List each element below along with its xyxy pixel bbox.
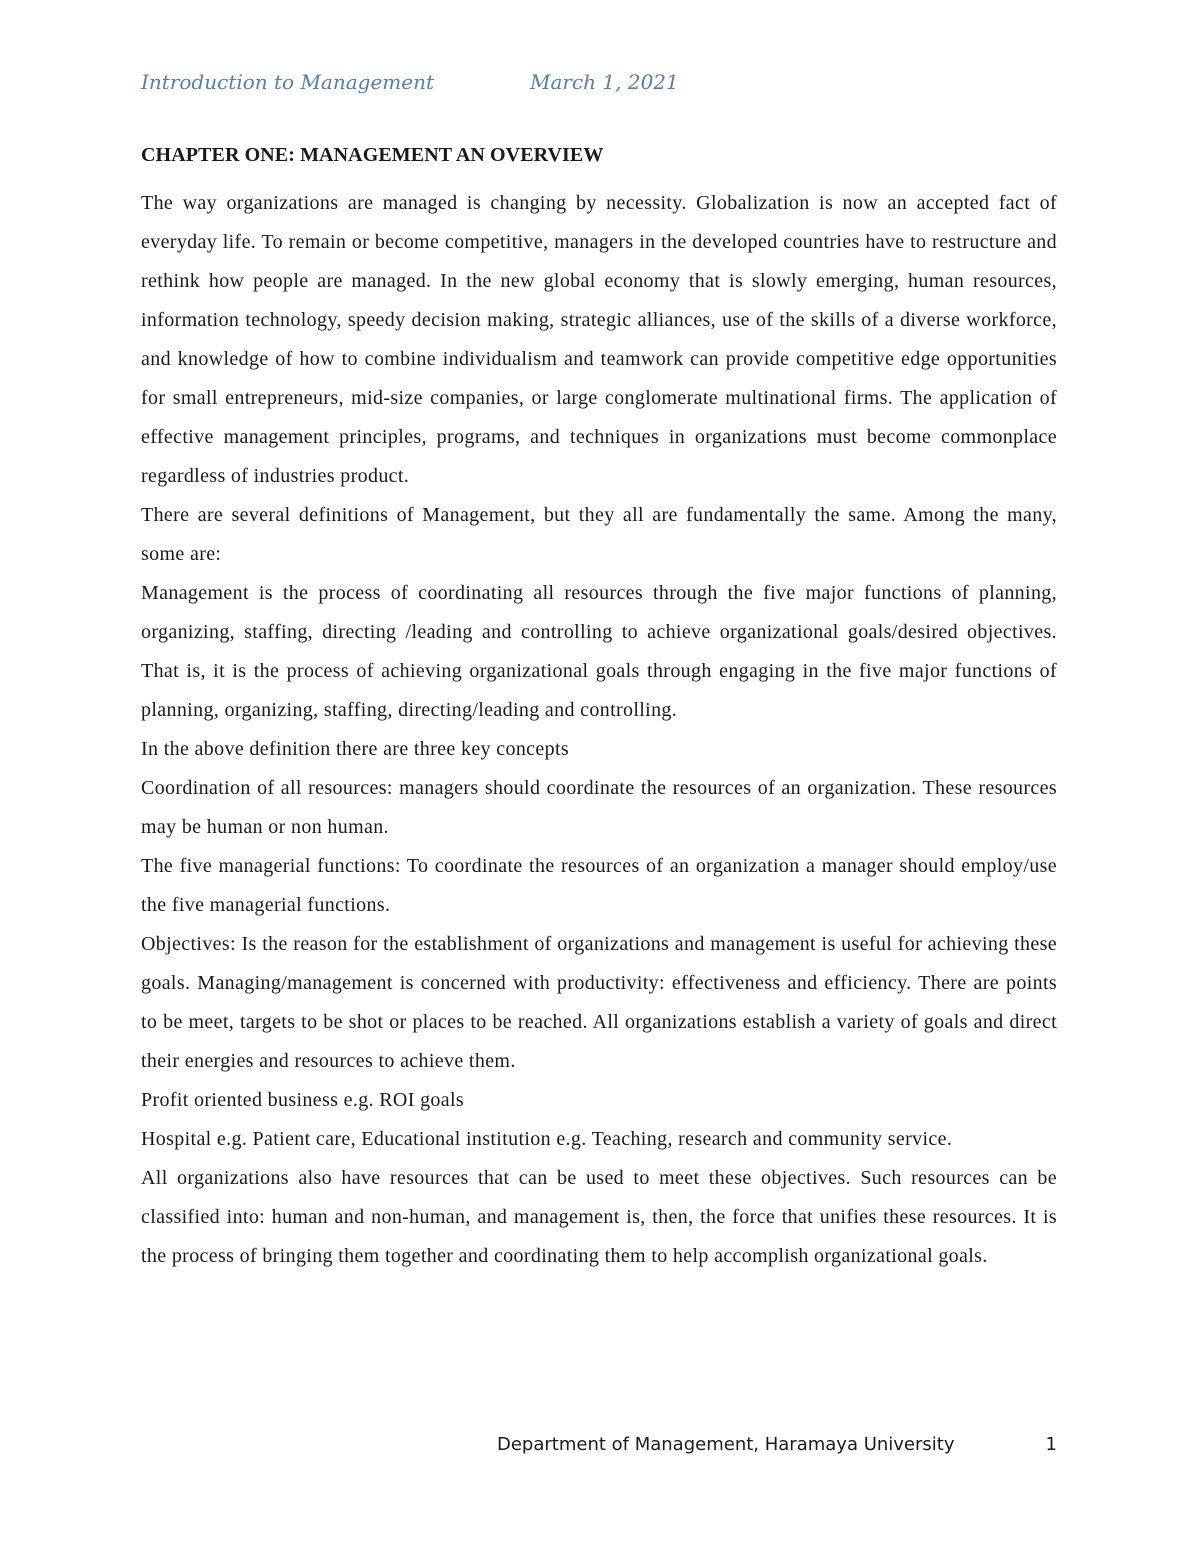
page-header <box>141 70 841 106</box>
paragraph-objectives: Objectives: Is the reason for the establishment of organizations and management is useful for achieving these goals. Managing/management is concerned with productivity: effectiveness and efficiency. There are points to be meet, targets to be shot or places to be reached. All organizations establish a variety of goals and direct their energies and resources to achieve them. <box>141 933 1057 1072</box>
paragraph-coordination: Coordination of all resources: managers should coordinate the resources of an organization. These resources may be human or non human. <box>141 777 1057 838</box>
paragraph-definitions-intro: There are several definitions of Management, but they all are fundamentally the same. Among the many, some are: <box>141 504 1057 565</box>
header-course-title: Introduction to Management <box>141 70 435 94</box>
footer-page-number: 1 <box>1045 1434 1057 1455</box>
page-footer <box>497 1434 1057 1464</box>
header-date: March 1, 2021 <box>530 70 679 94</box>
paragraph-managerial-functions: The five managerial functions: To coordinate the resources of an organization a manager should employ/use the five managerial functions. <box>141 855 1057 916</box>
paragraph-hospital-example: Hospital e.g. Patient care, Educational institution e.g. Teaching, research and community service. <box>141 1128 953 1150</box>
document-body <box>141 136 1057 1276</box>
paragraph-management-definition: Management is the process of coordinating all resources through the five major functions of planning, organizing, staffing, directing /leading and controlling to achieve organizational goals/desired objectives. That is, it is the process of achieving organizational goals through engaging in the five major functions of planning, organizing, staffing, directing/leading and controlling. <box>141 582 1057 721</box>
paragraph-resources: All organizations also have resources that can be used to meet these objectives. Such resources can be classified into: human and non-human, and management is, then, the force that unifies these resources. It is the process of bringing them together and coordinating them to help accomplish organizational goals. <box>141 1167 1057 1267</box>
paragraph-globalization: The way organizations are managed is changing by necessity. Globalization is now an accepted fact of everyday life. To remain or become competitive, managers in the developed countries have to restructure and rethink how people are managed. In the new global economy that is slowly emerging, human resources, information technology, speedy decision making, strategic alliances, use of the skills of a diverse workforce, and knowledge of how to combine individualism and teamwork can provide competitive edge opportunities for small entrepreneurs, mid-size companies, or large conglomerate multinational firms. The application of effective management principles, programs, and techniques in organizations must become commonplace regardless of industries product. <box>141 192 1057 487</box>
chapter-title: CHAPTER ONE: MANAGEMENT AN OVERVIEW <box>141 144 604 166</box>
paragraph-key-concepts-intro: In the above definition there are three key concepts <box>141 738 570 760</box>
footer-department: Department of Management, Haramaya University <box>497 1434 955 1455</box>
paragraph-profit-example: Profit oriented business e.g. ROI goals <box>141 1089 465 1111</box>
